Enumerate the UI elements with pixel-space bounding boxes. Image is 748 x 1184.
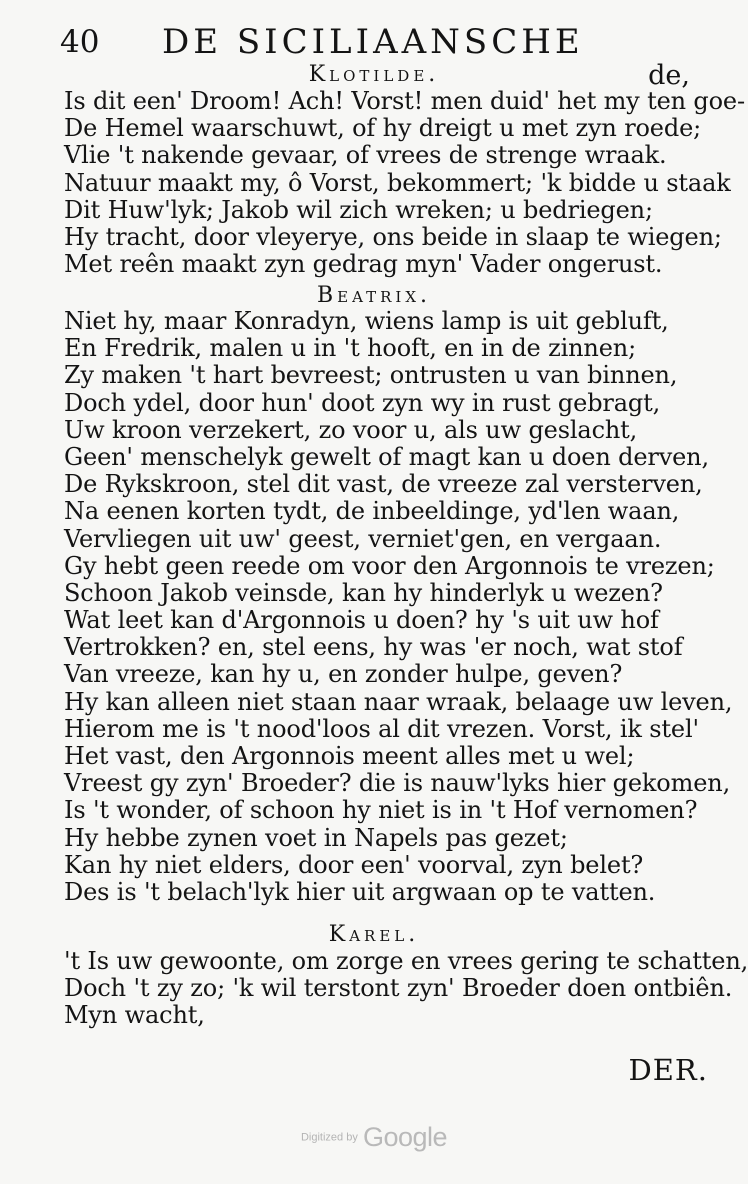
verse-line: En Fredrik, malen u in 't hooft, en in de zinnen; <box>64 334 637 363</box>
verse-line: Dit Huw'lyk; Jakob wil zich wreken; u bedriegen; <box>64 195 653 224</box>
verse-line: Gy hebt geen reede om voor den Argonnois te vrezen; <box>64 551 715 580</box>
verse-line: De Rykskroon, stel dit vast, de vreeze zal versterven, <box>64 470 703 499</box>
verse-line: Hy tracht, door vleyerye, ons beide in slaap te wiegen; <box>64 222 722 251</box>
verse-line: Hierom me is 't nood'loos al dit vrezen. Vorst, ik stel' <box>64 714 699 743</box>
verse-line: Is dit een' Droom! Ach! Vorst! men duid' het my ten goe- <box>64 87 745 115</box>
running-title: DE SICILIAANSCHE <box>162 22 584 62</box>
verse-line: Wat leet kan d'Argonnois u doen? hy 's uit uw hof <box>64 606 659 635</box>
verse-line: Vertrokken? en, stel eens, hy was 'er noch, wat stof <box>64 633 683 662</box>
verse-line: Van vreeze, kan hy u, en zonder hulpe, geven? <box>64 660 623 689</box>
verse-line: Met reên maakt zyn gedrag myn' Vader ongerust. <box>64 250 663 279</box>
verse-line: Doch 't zy zo; 'k wil terstont zyn' Broeder doen ontbiên. <box>64 974 733 1003</box>
verse-line: Het vast, den Argonnois meent alles met u wel; <box>64 742 635 770</box>
verse-line: De Hemel waarschuwt, of hy dreigt u met zyn roede; <box>64 114 702 143</box>
speaker-heading-klotilde: Klotilde. <box>308 62 440 87</box>
speaker-heading-beatrix: Beatrix. <box>316 283 432 308</box>
verse-line: Natuur maakt my, ô Vorst, bekommert; 'k bidde u staak <box>64 168 731 197</box>
verse-line: Hy hebbe zynen voet in Napels pas gezet; <box>64 823 568 852</box>
verse-line: Doch ydel, door hun' doot zyn wy in rust gebragt, <box>64 388 661 417</box>
verse-line: Kan hy niet elders, door een' voorval, zyn belet? <box>64 850 644 879</box>
page-header <box>60 22 620 62</box>
digitization-watermark <box>0 1122 748 1153</box>
verse-line: Myn wacht, <box>64 1001 205 1030</box>
page-number: 40 <box>60 24 100 60</box>
verse-line: Is 't wonder, of schoon hy niet is in 't Hof vernomen? <box>64 796 698 825</box>
digitized-by-label: Digitized by <box>300 1131 358 1144</box>
verse-line: Vlie 't nakende gevaar, of vrees de strenge wraak. <box>64 141 667 170</box>
verse-line: Geen' menschelyk gewelt of magt kan u doen derven, <box>64 442 709 471</box>
verse-line: Vreest gy zyn' Broeder? die is nauw'lyks hier gekomen, <box>64 769 731 798</box>
verse-line: 't Is uw gewoonte, om zorge en vrees gering te schatten, <box>64 947 748 975</box>
speaker-heading-karel: Karel. <box>328 922 420 947</box>
verse-line: Na eenen korten tydt, de inbeeldinge, yd'len waan, <box>64 497 680 526</box>
google-logo: Google <box>362 1122 448 1152</box>
verse-line: Niet hy, maar Konradyn, wiens lamp is uit gebluft, <box>64 307 669 335</box>
verse-line: Uw kroon verzekert, zo voor u, als uw geslacht, <box>64 415 638 444</box>
verse-block-klotilde <box>64 87 745 279</box>
verse-line: Vervliegen uit uw' geest, verniet'gen, en vergaan. <box>64 524 662 553</box>
verse-line: Hy kan alleen niet staan naar wraak, belaage uw leven, <box>64 687 733 716</box>
verse-block-beatrix <box>64 307 733 906</box>
verse-line: Des is 't belach'lyk hier uit argwaan op te vatten. <box>64 877 656 906</box>
line-continuation: de, <box>648 60 690 91</box>
verse-line: Schoon Jakob veinsde, kan hy hinderlyk u wezen? <box>64 578 663 607</box>
verse-block-karel <box>64 947 748 1030</box>
page-catchword: DER. <box>628 1053 708 1087</box>
verse-line: Zy maken 't hart bevreest; ontrusten u van binnen, <box>64 361 678 390</box>
